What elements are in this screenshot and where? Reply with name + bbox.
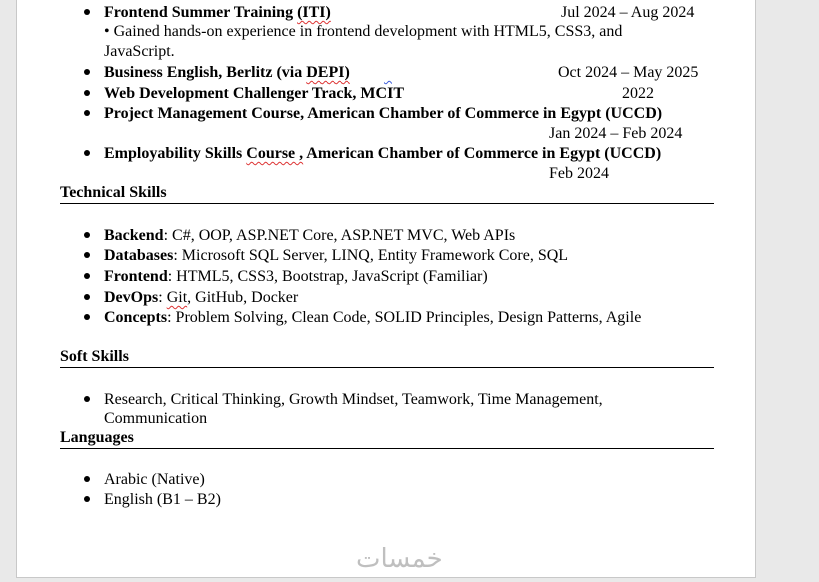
edu-mcit-title: Web Development Challenger Track, MCIT	[104, 85, 404, 102]
skill-devops: DevOps: Git, GitHub, Docker	[104, 289, 299, 306]
edu-iti-date: Jul 2024 – Aug 2024	[561, 4, 695, 21]
section-heading-languages: Languages	[60, 429, 134, 446]
bullet	[84, 9, 90, 15]
skill-concepts: Concepts: Problem Solving, Clean Code, SOLID Principles, Design Patterns, Agile	[104, 309, 642, 326]
bullet	[84, 314, 90, 320]
bullet	[84, 476, 90, 482]
soft-skills-line: Research, Critical Thinking, Growth Mindset, Teamwork, Time Management,	[104, 391, 603, 408]
edu-berlitz-title: Business English, Berlitz (via DEPI)	[104, 64, 350, 81]
language-english: English (B1 – B2)	[104, 491, 221, 508]
bullet	[84, 90, 90, 96]
edu-pm-date: Jan 2024 – Feb 2024	[549, 125, 683, 142]
bullet	[84, 396, 90, 402]
edu-iti-title: Frontend Summer Training (ITI)	[104, 4, 331, 21]
edu-berlitz-date: Oct 2024 – May 2025	[558, 64, 699, 81]
bullet	[84, 150, 90, 156]
edu-iti-desc-cont: JavaScript.	[104, 43, 175, 60]
bullet	[84, 69, 90, 75]
section-divider	[60, 367, 714, 368]
edu-mcit-date: 2022	[622, 85, 654, 102]
bullet	[84, 110, 90, 116]
soft-skills-line-cont: Communication	[104, 410, 208, 427]
bullet	[84, 252, 90, 258]
section-divider	[60, 448, 714, 449]
skill-databases: Databases: Microsoft SQL Server, LINQ, Entity Framework Core, SQL	[104, 247, 569, 264]
edu-iti-org: (ITI)	[297, 4, 331, 21]
section-heading-technical: Technical Skills	[60, 184, 167, 201]
section-heading-soft: Soft Skills	[60, 348, 129, 365]
edu-employ-date: Feb 2024	[549, 165, 609, 182]
bullet	[84, 294, 90, 300]
bullet	[84, 273, 90, 279]
grammar-mark	[384, 63, 392, 82]
edu-iti-desc: • Gained hands-on experience in frontend development with HTML5, CSS3, and	[104, 23, 623, 40]
bullet	[84, 232, 90, 238]
watermark-logo: خمسات	[356, 544, 443, 574]
edu-employ-title: Employability Skills Course , American Chamber of Commerce in Egypt (UCCD)	[104, 145, 662, 162]
edu-employ-course: Course ,	[246, 145, 304, 162]
edu-berlitz-org: DEPI)	[306, 64, 350, 81]
skill-frontend: Frontend: HTML5, CSS3, Bootstrap, JavaScript (Familiar)	[104, 268, 488, 285]
section-divider	[60, 203, 714, 204]
skill-backend: Backend: C#, OOP, ASP.NET Core, ASP.NET MVC, Web APIs	[104, 227, 516, 244]
language-arabic: Arabic (Native)	[104, 471, 205, 488]
edu-pm-title: Project Management Course, American Chamber of Commerce in Egypt (UCCD)	[104, 105, 663, 122]
bullet	[84, 496, 90, 502]
spell-git: Git	[166, 289, 188, 306]
